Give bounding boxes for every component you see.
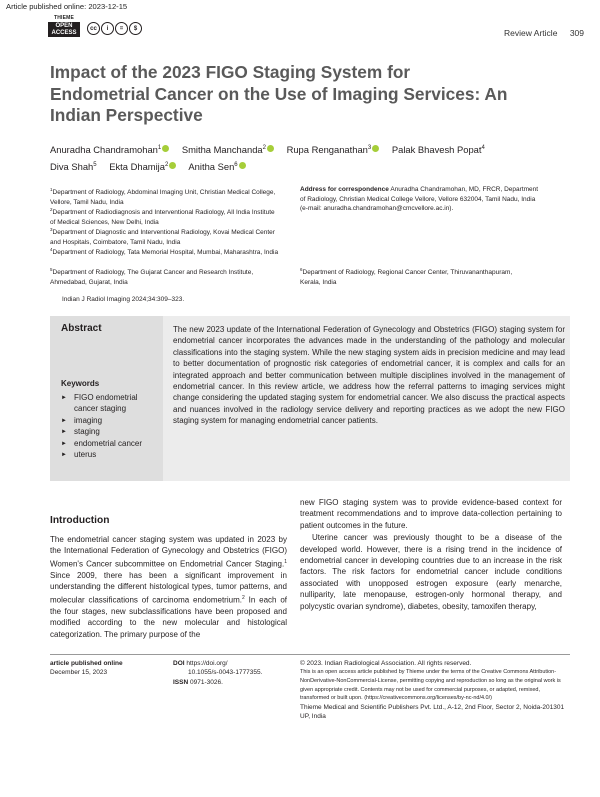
keyword: ► imaging	[61, 415, 161, 426]
cc-by-icon: i	[101, 22, 114, 35]
license-text: This is an open access article published by Thieme under the terms of the Creative Commons Attribution-NonDerivative-NonCommercial-License, permitting copying and reproduction so long as the original work is given appropriate credit. Contents may not be used for commercial purposes, or adapted, remixed, transformed or built upon. (https://creativecommons.org/licenses/by-nc-nd/4.0/)	[300, 669, 561, 702]
keywords-label: Keywords	[61, 379, 100, 388]
published-online-line: Article published online: 2023-12-15	[6, 2, 128, 11]
footer-divider	[50, 654, 570, 655]
affiliation-1: $^1$Department of Radiology, Abdominal Imaging Unit, Christian Medical College, Vellore, Tamil Nadu, India	[50, 187, 276, 206]
correspondence-label: Address for correspondence	[300, 186, 389, 193]
footer-published	[50, 659, 160, 678]
author: Smitha Manchanda$^2$	[182, 144, 274, 155]
cc-icon: cc	[87, 22, 100, 35]
body-column-right	[300, 497, 562, 612]
author: Rupa Renganathan$^3$	[287, 144, 380, 155]
affiliation-3: $^3$Department of Diagnostic and Interventional Radiology, Kovai Medical Center and Hospitals, Coimbatore, Tamil Nadu, India	[50, 227, 275, 246]
footer-pub-date: December 15, 2023	[50, 669, 108, 677]
license-icons	[87, 22, 142, 35]
footer-pub-label: article published online	[50, 660, 123, 667]
author-list	[50, 141, 570, 174]
cc-nd-icon: =	[115, 22, 128, 35]
author: Anuradha Chandramohan$^1$	[50, 144, 169, 155]
orcid-icon[interactable]	[162, 145, 169, 152]
affiliation-2: $^2$Department of Radiodiagnosis and Interventional Radiology, All India Institute of Medical Sciences, New Delhi, India	[50, 207, 275, 226]
intro-heading: Introduction	[50, 515, 110, 526]
logo-open: OPEN	[55, 23, 73, 29]
journal-reference: Indian J Radiol Imaging 2024;34:309–323.	[62, 296, 185, 303]
footer-doi-issn: DOI https://doi.org/ 10.1055/s-0043-1777355. ISSN 0971-3026.	[173, 660, 263, 686]
correspondence	[300, 185, 545, 214]
running-header	[504, 28, 584, 38]
publisher-address: Thieme Medical and Scientific Publishers Pvt. Ltd., A-12, 2nd Floor, Sector 2, Noida-201301 UP, India	[300, 703, 565, 721]
author: Ekta Dhamija$^2$	[109, 161, 176, 172]
article-title: Impact of the 2023 FIGO Staging System for Endometrial Cancer on the Use of Imaging Services: An Indian Perspective	[50, 62, 508, 125]
keywords-list	[61, 392, 161, 460]
keyword: ► staging	[61, 426, 161, 437]
keyword: ► uterus	[61, 449, 161, 460]
keyword: ► endometrial cancer	[61, 438, 161, 449]
cc-nc-icon: $	[129, 22, 142, 35]
orcid-icon[interactable]	[169, 162, 176, 169]
paragraph: Uterine cancer was previously thought to be a disease of the developed world. However, there is a rising trend in the incidence of endometrial cancer in developing countries due to an increase in the risk factors. The risk factors for endometrial cancer include conditions associated with unopposed estrogen exposure (early menarche, nulliparity, late menopause, estrogen-only hormonal therapy, and polycystic ovarian syndrome), diabetes, obesity, tamoxifen therapy,	[300, 533, 562, 611]
affiliation-5: $^5$Department of Radiology, The Gujarat Cancer and Research Institute, Ahmedabad, Gujarat, India	[50, 267, 254, 286]
author: Diva Shah$^5$	[50, 160, 97, 172]
keyword: ► FIGO endometrial cancer staging	[61, 392, 161, 415]
orcid-icon[interactable]	[372, 145, 379, 152]
affiliation-4: $^4$Department of Radiology, Tata Memorial Hospital, Mumbai, Maharashtra, India	[50, 247, 279, 257]
author: Anitha Sen$^6$	[188, 161, 245, 172]
body-column-left	[50, 534, 287, 640]
abstract-label: Abstract	[61, 323, 102, 334]
orcid-icon[interactable]	[239, 162, 246, 169]
author: Palak Bhavesh Popat$^4$	[391, 144, 485, 156]
correspondence-text: Anuradha Chandramohan, MD, FRCR, Department of Radiology, Christian Medical College Vellore, Vellore 632004, Tamil Nadu, India (e-mail: anuradha.chandramohan@cmcvellore.ac.in).	[300, 186, 539, 212]
logo-publisher: THIEME	[53, 15, 75, 21]
thieme-open-access-logo	[48, 15, 80, 43]
paragraph: new FIGO staging system was to provide evidence-based context for treatment recommendations and to improve data-collection pertaining to patient outcomes in the future.	[300, 498, 562, 530]
logo-access: ACCESS	[51, 29, 77, 36]
affiliation-6: $^6$Department of Radiology, Regional Cancer Center, Thiruvananthapuram, Kerala, India	[300, 267, 513, 286]
page-number: 309	[569, 28, 584, 38]
paragraph: The endometrial cancer staging system was updated in 2023 by the International Federation of Gynecology and Obstetrics (FIGO) Women's Cancer subcommittee on Endometrial Cancer Staging.$^1$ Since 2009, there has been a significant improvement in understanding the different histological types, tumor patterns, and molecular classifications of carcinoma endometrium.$^2$ In each of the four stages, new subclassifications have been proposed and modified according to the new molecular and histological categorization. The primary purpose of the	[50, 535, 288, 639]
footer-license	[300, 659, 565, 722]
abstract-text: The new 2023 update of the International Federation of Gynecology and Obstetrics (FIGO) staging system for endometrial cancer incorporates the advances made in the understanding of the pathology and molecular classifications into the staging system. While the new staging system aids in precision medicine and may lead to better documentation of prognostic risk categories of endometrial cancer, it is complex and calls for an integrated approach and better communication between multiple disciplines involved in the management of endometrial cancer. In this review article, we address how the referral patterns to imaging services might change considering the updated staging system for endometrial cancer. We also discuss the practical aspects and nuances involved in the radiology service delivery and reporting practices as we adopt the new FIGO staging system for managing endometrial cancer patients.	[173, 325, 565, 426]
logo-open-access-box	[48, 22, 80, 37]
copyright: © 2023. Indian Radiological Association. All rights reserved.	[300, 660, 472, 667]
orcid-icon[interactable]	[267, 145, 274, 152]
doi-link[interactable]: https://doi.org/	[186, 660, 228, 667]
section-label: Review Article	[504, 28, 558, 38]
